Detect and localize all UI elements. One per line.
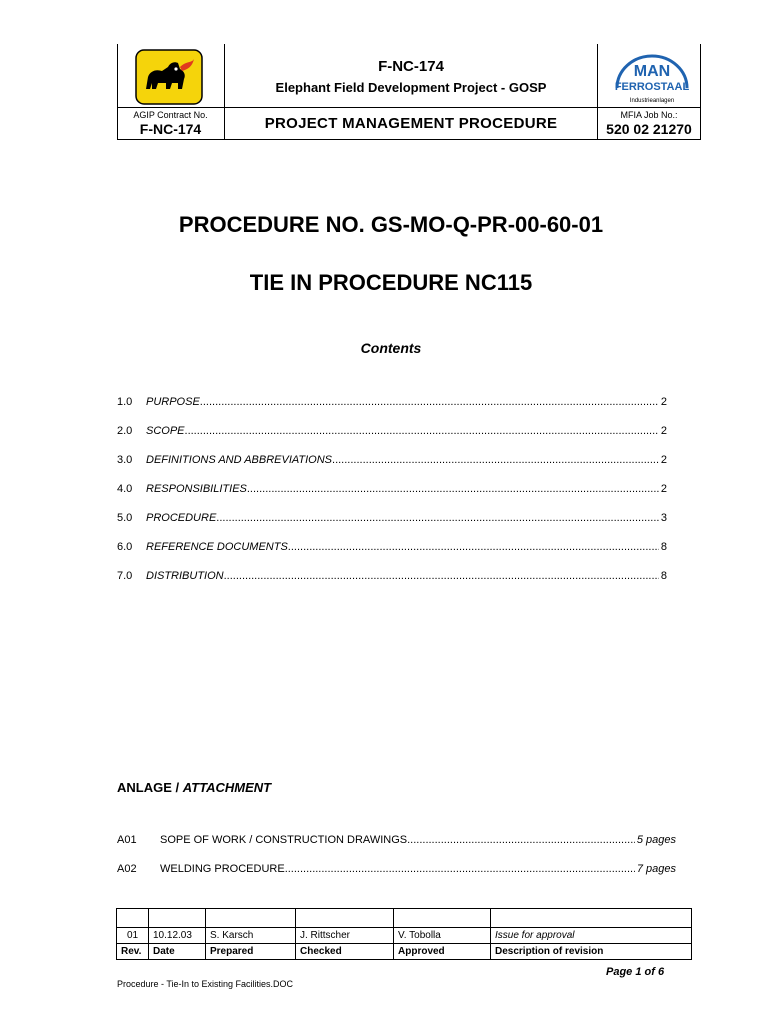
document-type-title: PROJECT MANAGEMENT PROCEDURE: [264, 115, 558, 132]
attachment-item[interactable]: [117, 863, 676, 879]
column-header-rev: Rev.: [117, 944, 149, 960]
revision-checked: J. Rittscher: [296, 928, 394, 944]
attachment-number: A01: [117, 834, 137, 846]
attachment-label: SOPE OF WORK / CONSTRUCTION DRAWINGS: [160, 834, 408, 846]
job-number: 520 02 21270: [606, 121, 692, 137]
attachment-heading-de: ANLAGE /: [117, 780, 180, 795]
column-header-date: Date: [149, 944, 206, 960]
toc-leader: [332, 454, 659, 466]
column-header-checked: Checked: [296, 944, 394, 960]
toc-label: PURPOSE: [146, 396, 200, 408]
header-border: [117, 139, 701, 140]
toc-leader: [216, 512, 659, 524]
revision-number: 01: [117, 928, 149, 944]
man-logo-mid-text: FERROSTAAL: [614, 81, 690, 93]
toc-label: DEFINITIONS AND ABBREVIATIONS: [146, 454, 333, 466]
toc-page: 2: [660, 454, 667, 466]
revision-row-empty: [117, 909, 692, 928]
toc-number: 6.0: [117, 541, 133, 553]
contract-label: AGIP Contract No.: [133, 110, 208, 120]
document-header: [117, 44, 700, 140]
revision-date: 10.12.03: [149, 928, 206, 944]
toc-number: 3.0: [117, 454, 133, 466]
toc-entry-responsibilities[interactable]: [117, 483, 667, 499]
toc-page: 2: [660, 396, 667, 408]
attachment-label: WELDING PROCEDURE: [160, 863, 285, 875]
agip-logo: [134, 49, 204, 105]
attachment-heading-en: ATTACHMENT: [182, 780, 272, 795]
toc-entry-procedure[interactable]: [117, 512, 667, 528]
toc-leader: [288, 541, 659, 553]
project-name: Elephant Field Development Project - GOSP: [275, 80, 547, 95]
job-label: MFIA Job No.:: [620, 110, 678, 120]
toc-leader: [200, 396, 659, 408]
toc-entry-scope[interactable]: [117, 425, 667, 441]
revision-header-row: [117, 944, 692, 960]
procedure-number: PROCEDURE NO. GS-MO-Q-PR-00-60-01: [178, 212, 604, 237]
table-cell: [296, 909, 394, 928]
toc-number: 2.0: [117, 425, 133, 437]
revision-table: [116, 908, 692, 960]
attachment-leader: [285, 863, 635, 875]
toc-leader: [224, 570, 659, 582]
revision-approved: V. Tobolla: [394, 928, 491, 944]
column-header-prepared: Prepared: [206, 944, 296, 960]
toc-page: 2: [660, 425, 667, 437]
page-indicator: Page 1 of 6: [606, 966, 665, 978]
toc-number: 5.0: [117, 512, 133, 524]
table-cell: [149, 909, 206, 928]
attachment-pages: 5 pages: [636, 834, 676, 846]
contents-heading: Contents: [360, 340, 422, 356]
toc-label: RESPONSIBILITIES: [146, 483, 247, 495]
table-cell: [394, 909, 491, 928]
toc-entry-purpose[interactable]: [117, 396, 667, 412]
toc-entry-reference-documents[interactable]: [117, 541, 667, 557]
toc-label: REFERENCE DOCUMENTS: [146, 541, 288, 553]
footer-filename: Procedure - Tie-In to Existing Facilities.DOC: [117, 979, 294, 989]
document-code: F-NC-174: [378, 58, 444, 75]
toc-label: PROCEDURE: [146, 512, 217, 524]
toc-label: SCOPE: [146, 425, 185, 437]
column-header-approved: Approved: [394, 944, 491, 960]
attachment-leader: [407, 834, 635, 846]
contract-number: F-NC-174: [139, 121, 202, 137]
attachment-number: A02: [117, 863, 137, 875]
man-ferrostaal-logo: [607, 48, 697, 108]
column-header-description: Description of revision: [491, 944, 692, 960]
toc-page: 8: [660, 570, 667, 582]
toc-page: 3: [660, 512, 667, 524]
attachment-item[interactable]: [117, 834, 676, 850]
toc-entry-distribution[interactable]: [117, 570, 667, 586]
toc-number: 1.0: [117, 396, 133, 408]
header-border: [700, 44, 701, 140]
toc-number: 4.0: [117, 483, 133, 495]
table-cell: [491, 909, 692, 928]
toc-leader: [185, 425, 659, 437]
toc-label: DISTRIBUTION: [146, 570, 224, 582]
revision-prepared: S. Karsch: [206, 928, 296, 944]
man-logo-top-text: MAN: [633, 63, 671, 80]
toc-number: 7.0: [117, 570, 133, 582]
attachment-heading: [117, 780, 271, 795]
attachment-pages: 7 pages: [636, 863, 676, 875]
procedure-title: TIE IN PROCEDURE NC115: [249, 270, 533, 295]
table-cell: [206, 909, 296, 928]
man-logo-sub-text: Industrieanlagen: [629, 98, 675, 104]
toc-leader: [247, 483, 659, 495]
toc-page: 2: [660, 483, 667, 495]
revision-description: Issue for approval: [491, 928, 692, 944]
table-cell: [117, 909, 149, 928]
toc-entry-definitions[interactable]: [117, 454, 667, 470]
revision-row: [117, 928, 692, 944]
toc-page: 8: [660, 541, 667, 553]
